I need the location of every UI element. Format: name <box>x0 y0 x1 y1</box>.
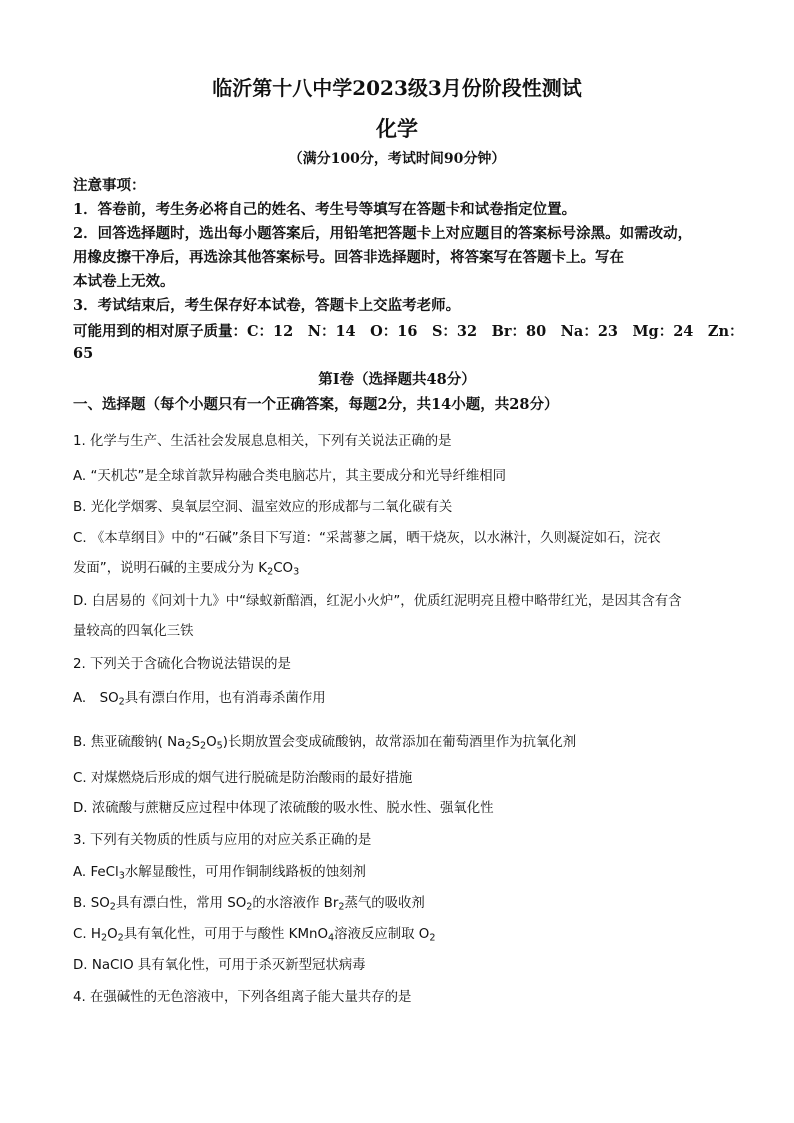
notice-heading: 注意事项： <box>73 177 146 194</box>
question-2-option-b: B. 焦亚硫酸钠( $Na_2S_2O_5$)长期放置会变成硫酸钠，故常添加在葡萄酒里作为抗氧化剂 <box>73 735 577 752</box>
volume-heading: 第Ⅰ卷（选择题共48分） <box>318 371 476 388</box>
question-1-stem: 1. 化学与生产、生活社会发展息息相关，下列有关说法正确的是 <box>73 434 452 449</box>
question-4-stem: 4. 在强碱性的无色溶液中，下列各组离子能大量共存的是 <box>73 990 412 1005</box>
question-1-option-b: B. 光化学烟雾、臭氧层空洞、温室效应的形成都与二氧化碳有关 <box>73 500 453 515</box>
exam-info: （满分100分，考试时间90分钟） <box>288 151 506 167</box>
question-1-option-d-line-1: D. 白居易的《问刘十九》中“绿蚁新醅酒，红泥小火炉”，优质红泥明亮且橙中略带红光，是因其含有含 <box>73 594 682 609</box>
notice-item-1: 1．答卷前，考生务必将自己的姓名、考生号等填写在答题卡和试卷指定位置。 <box>73 201 577 218</box>
subject-title: 化学 <box>376 116 418 141</box>
question-3-option-b: B. $SO_2$具有漂白性，常用 $SO_2$的水溶液作 $Br_2$蒸气的吸收剂 <box>73 896 425 913</box>
question-3-option-a: A. FeCl$_3$水解显酸性，可用作铜制线路板的蚀刻剂 <box>73 865 366 882</box>
question-3-option-c: C. $H_2O_2$具有氧化性，可用于与酸性 KMnO$_4$溶液反应制取 $O_2$ <box>73 927 436 944</box>
notice-item-2-line-2: 用橡皮擦干净后，再选涂其他答案标号。回答非选择题时，将答案写在答题卡上。写在 <box>73 249 624 266</box>
notice-item-2-line-1: 2．回答选择题时，选出每小题答案后，用铅笔把答题卡上对应题目的答案标号涂黑。如需改动， <box>73 225 693 242</box>
exam-title: 临沂第十八中学2023级3月份阶段性测试 <box>212 76 582 100</box>
question-1-option-c-line-1: C. 《本草纲目》中的“石碱”条目下写道：“采蒿蓼之属，晒干烧灰，以水淋汁，久则凝淀如石，浣衣 <box>73 531 661 546</box>
question-3-stem: 3. 下列有关物质的性质与应用的对应关系正确的是 <box>73 833 372 848</box>
question-3-option-d: D. NaClO 具有氧化性，可用于杀灭新型冠状病毒 <box>73 958 366 973</box>
question-1-option-c-line-2: 发面”，说明石碱的主要成分为 $K_2CO_3$ <box>73 561 300 578</box>
notice-item-2-line-3: 本试卷上无效。 <box>73 273 175 290</box>
question-2-stem: 2. 下列关于含硫化合物说法错误的是 <box>73 657 291 672</box>
notice-item-3: 3．考试结束后，考生保存好本试卷，答题卡上交监考老师。 <box>73 297 461 314</box>
atomic-masses-line-1: 可能用到的相对原子质量：C：12 N：14 O：16 S：32 Br：80 Na：23 Mg：24 Zn： <box>73 323 744 340</box>
atomic-masses-line-2: 65 <box>73 345 94 362</box>
question-1-option-a: A. “天机芯”是全球首款异构融合类电脑芯片，其主要成分和光导纤维相同 <box>73 469 507 484</box>
part-heading: 一、选择题（每个小题只有一个正确答案，每题2分，共14小题，共28分） <box>73 396 559 413</box>
question-2-option-d: D. 浓硫酸与蔗糖反应过程中体现了浓硫酸的吸水性、脱水性、强氧化性 <box>73 801 494 816</box>
question-1-option-d-line-2: 量较高的四氧化三铁 <box>73 624 194 639</box>
question-2-option-a: A. $SO_2$具有漂白作用，也有消毒杀菌作用 <box>73 691 326 708</box>
question-2-option-c: C. 对煤燃烧后形成的烟气进行脱硫是防治酸雨的最好措施 <box>73 771 413 786</box>
